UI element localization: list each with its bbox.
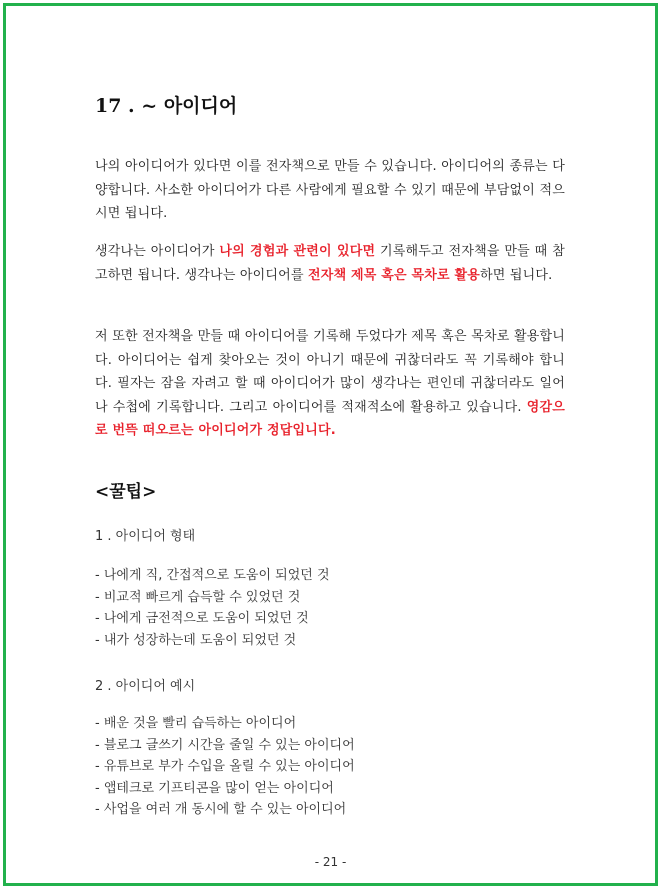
- tips-section-1-heading: 1 . 아이디어 형태: [95, 529, 196, 544]
- paragraph-3-text-a: 저 또한 전자책을 만들 때 아이디어를 기록해 두었다가 제목 혹은 목차로 활용합니다. 아이디어는 쉽게 찾아오는 것이 아니기 때문에 귀찮더라도 꼭 기록해야 합니다. 필자는 잠을 자려고 할 때 아이디어가 많이 생각나는 편인데 귀찮더라도 일어나 수첩에 기록합니다. 그리고 아이디어를 적재적소에 활용하고 있습니다.: [95, 329, 565, 415]
- list-item: - 블로그 글쓰기 시간을 줄일 수 있는 아이디어: [95, 737, 355, 753]
- tips-section-2-list: [95, 713, 355, 821]
- list-item: - 비교적 빠르게 습득할 수 있었던 것: [95, 589, 301, 605]
- highlight-experience: 나의 경험과 관련이 있다면: [219, 244, 376, 259]
- list-item: - 사업을 여러 개 동시에 할 수 있는 아이디어: [95, 802, 347, 817]
- paragraph-2: [95, 240, 565, 287]
- tips-section-1-list: [95, 565, 330, 651]
- paragraph-2-text-c: 기록해두고 전자책을 만들 때 참고하면 됩니다. 생각나는 아이디어를: [95, 244, 565, 283]
- tips-section-2-heading: 2 . 아이디어 예시: [95, 679, 196, 694]
- chapter-title: 17 . ~ 아이디어: [95, 95, 238, 117]
- paragraph-1: 나의 아이디어가 있다면 이를 전자책으로 만들 수 있습니다. 아이디어의 종류는 다양합니다. 사소한 아이디어가 다른 사람에게 필요할 수 있기 때문에 부담없이 적으시면 됩니다.: [95, 159, 565, 221]
- highlight-title-toc: 전자책 제목 혹은 목차로 활용: [308, 267, 481, 283]
- list-item: - 나에게 금전적으로 도움이 되었던 것: [95, 611, 309, 626]
- paragraph-2-text-a: 생각나는 아이디어가: [95, 244, 220, 259]
- paragraph-2-text-e: 하면 됩니다.: [480, 267, 553, 283]
- highlight-inspiration: 영감으로 번뜩 떠오르는 아이디어가 정답입니다.: [95, 399, 565, 438]
- list-item: - 나에게 직, 간접적으로 도움이 되었던 것: [95, 568, 330, 583]
- list-item: - 배운 것을 빨리 습득하는 아이디어: [95, 716, 297, 731]
- paragraph-3: [95, 325, 565, 443]
- list-item: - 내가 성장하는데 도움이 되었던 것: [95, 632, 297, 648]
- tips-title: <꿀팁>: [95, 482, 157, 502]
- page-number: - 21 -: [314, 855, 347, 869]
- list-item: - 앱테크로 기프티콘을 많이 얻는 아이디어: [95, 780, 334, 796]
- list-item: - 유튜브로 부가 수입을 올릴 수 있는 아이디어: [95, 759, 355, 774]
